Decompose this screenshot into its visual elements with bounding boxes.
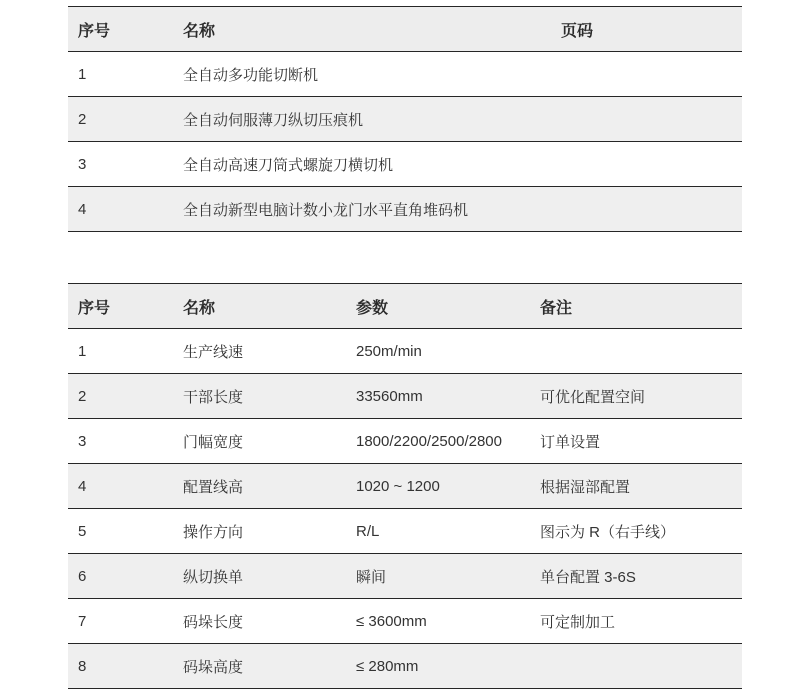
table-row [68, 509, 742, 554]
cell-machine-name: 全自动高速刀筒式螺旋刀横切机 [173, 142, 551, 187]
table-row [68, 644, 742, 689]
table-row [68, 554, 742, 599]
cell-spec-name: 码垛长度 [173, 599, 346, 644]
header-no: 序号 [68, 284, 173, 329]
cell-spec-name: 干部长度 [173, 374, 346, 419]
header-param: 参数 [346, 284, 530, 329]
cell-page [551, 52, 742, 97]
table-row [68, 329, 742, 374]
cell-no: 3 [68, 142, 173, 187]
cell-spec-name: 门幅宽度 [173, 419, 346, 464]
cell-param-value: R/L [346, 509, 530, 554]
header-no: 序号 [68, 7, 173, 52]
parameter-table [68, 283, 742, 689]
cell-param-value: ≤ 3600mm [346, 599, 530, 644]
cell-param-value: 250m/min [346, 329, 530, 374]
table-row [68, 599, 742, 644]
cell-no: 5 [68, 509, 173, 554]
cell-note [530, 644, 742, 689]
table-row [68, 419, 742, 464]
cell-no: 1 [68, 329, 173, 374]
cell-machine-name: 全自动新型电脑计数小龙门水平直角堆码机 [173, 187, 551, 232]
cell-note: 可定制加工 [530, 599, 742, 644]
cell-page [551, 97, 742, 142]
cell-param-value: ≤ 280mm [346, 644, 530, 689]
table-row [68, 374, 742, 419]
table-row [68, 52, 742, 97]
machine-list-table [68, 6, 742, 232]
table-header-row [68, 284, 742, 329]
cell-spec-name: 纵切换单 [173, 554, 346, 599]
header-page: 页码 [551, 7, 742, 52]
header-name: 名称 [173, 284, 346, 329]
cell-param-value: 1800/2200/2500/2800 [346, 419, 530, 464]
cell-param-value: 1020 ~ 1200 [346, 464, 530, 509]
cell-note: 可优化配置空间 [530, 374, 742, 419]
cell-no: 1 [68, 52, 173, 97]
header-name: 名称 [173, 7, 551, 52]
cell-page [551, 187, 742, 232]
cell-no: 7 [68, 599, 173, 644]
cell-no: 3 [68, 419, 173, 464]
cell-page [551, 142, 742, 187]
cell-no: 8 [68, 644, 173, 689]
cell-no: 2 [68, 374, 173, 419]
table-row [68, 97, 742, 142]
cell-param-value: 33560mm [346, 374, 530, 419]
cell-no: 4 [68, 464, 173, 509]
table-row [68, 187, 742, 232]
cell-no: 6 [68, 554, 173, 599]
table-row [68, 142, 742, 187]
cell-no: 4 [68, 187, 173, 232]
cell-note: 订单设置 [530, 419, 742, 464]
table-row [68, 464, 742, 509]
cell-note: 图示为 R（右手线） [530, 509, 742, 554]
cell-note [530, 329, 742, 374]
cell-param-value: 瞬间 [346, 554, 530, 599]
cell-spec-name: 生产线速 [173, 329, 346, 374]
cell-machine-name: 全自动多功能切断机 [173, 52, 551, 97]
cell-note: 根据湿部配置 [530, 464, 742, 509]
cell-spec-name: 操作方向 [173, 509, 346, 554]
cell-machine-name: 全自动伺服薄刀纵切压痕机 [173, 97, 551, 142]
cell-spec-name: 码垛高度 [173, 644, 346, 689]
header-note: 备注 [530, 284, 742, 329]
cell-spec-name: 配置线高 [173, 464, 346, 509]
table-header-row [68, 7, 742, 52]
cell-no: 2 [68, 97, 173, 142]
cell-note: 单台配置 3-6S [530, 554, 742, 599]
